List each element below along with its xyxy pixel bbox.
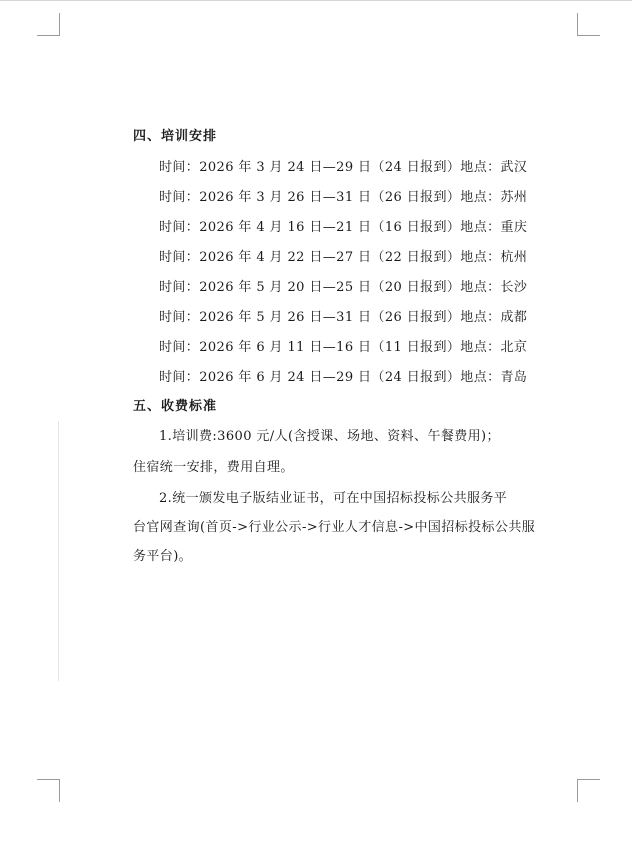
- schedule-line: 时间：2026 年 4 月 22 日—27 日（22 日报到）地点：杭州: [159, 250, 528, 265]
- section-4-heading: 四、培训安排: [133, 129, 218, 144]
- fee-item-2-line-2: 台官网查询(首页->行业公示->行业人才信息->中国招标投标公共服: [133, 520, 536, 535]
- schedule-line: 时间：2026 年 6 月 24 日—29 日（24 日报到）地点：青岛: [159, 370, 528, 385]
- schedule-line: 时间：2026 年 3 月 26 日—31 日（26 日报到）地点：苏州: [159, 190, 528, 205]
- crop-mark-bottom-right: [577, 779, 600, 802]
- fee-item-1: 1.培训费:3600 元/人(含授课、场地、资料、午餐费用)；: [159, 429, 500, 444]
- crop-mark-top-left: [37, 13, 60, 36]
- schedule-line: 时间：2026 年 3 月 24 日—29 日（24 日报到）地点：武汉: [159, 160, 528, 175]
- margin-line: [58, 421, 59, 681]
- schedule-line: 时间：2026 年 6 月 11 日—16 日（11 日报到）地点：北京: [159, 340, 528, 355]
- crop-mark-top-right: [577, 13, 600, 36]
- fee-item-1-continued: 住宿统一安排，费用自理。: [133, 460, 294, 475]
- section-5-heading: 五、收费标准: [133, 399, 218, 414]
- schedule-line: 时间：2026 年 5 月 26 日—31 日（26 日报到）地点：成都: [159, 310, 528, 325]
- crop-mark-bottom-left: [37, 779, 60, 802]
- schedule-line: 时间：2026 年 4 月 16 日—21 日（16 日报到）地点：重庆: [159, 220, 528, 235]
- schedule-line: 时间：2026 年 5 月 20 日—25 日（20 日报到）地点：长沙: [159, 280, 528, 295]
- fee-item-2-line-3: 务平台)。: [133, 549, 193, 564]
- fee-item-2-line-1: 2.统一颁发电子版结业证书，可在中国招标投标公共服务平: [159, 491, 508, 506]
